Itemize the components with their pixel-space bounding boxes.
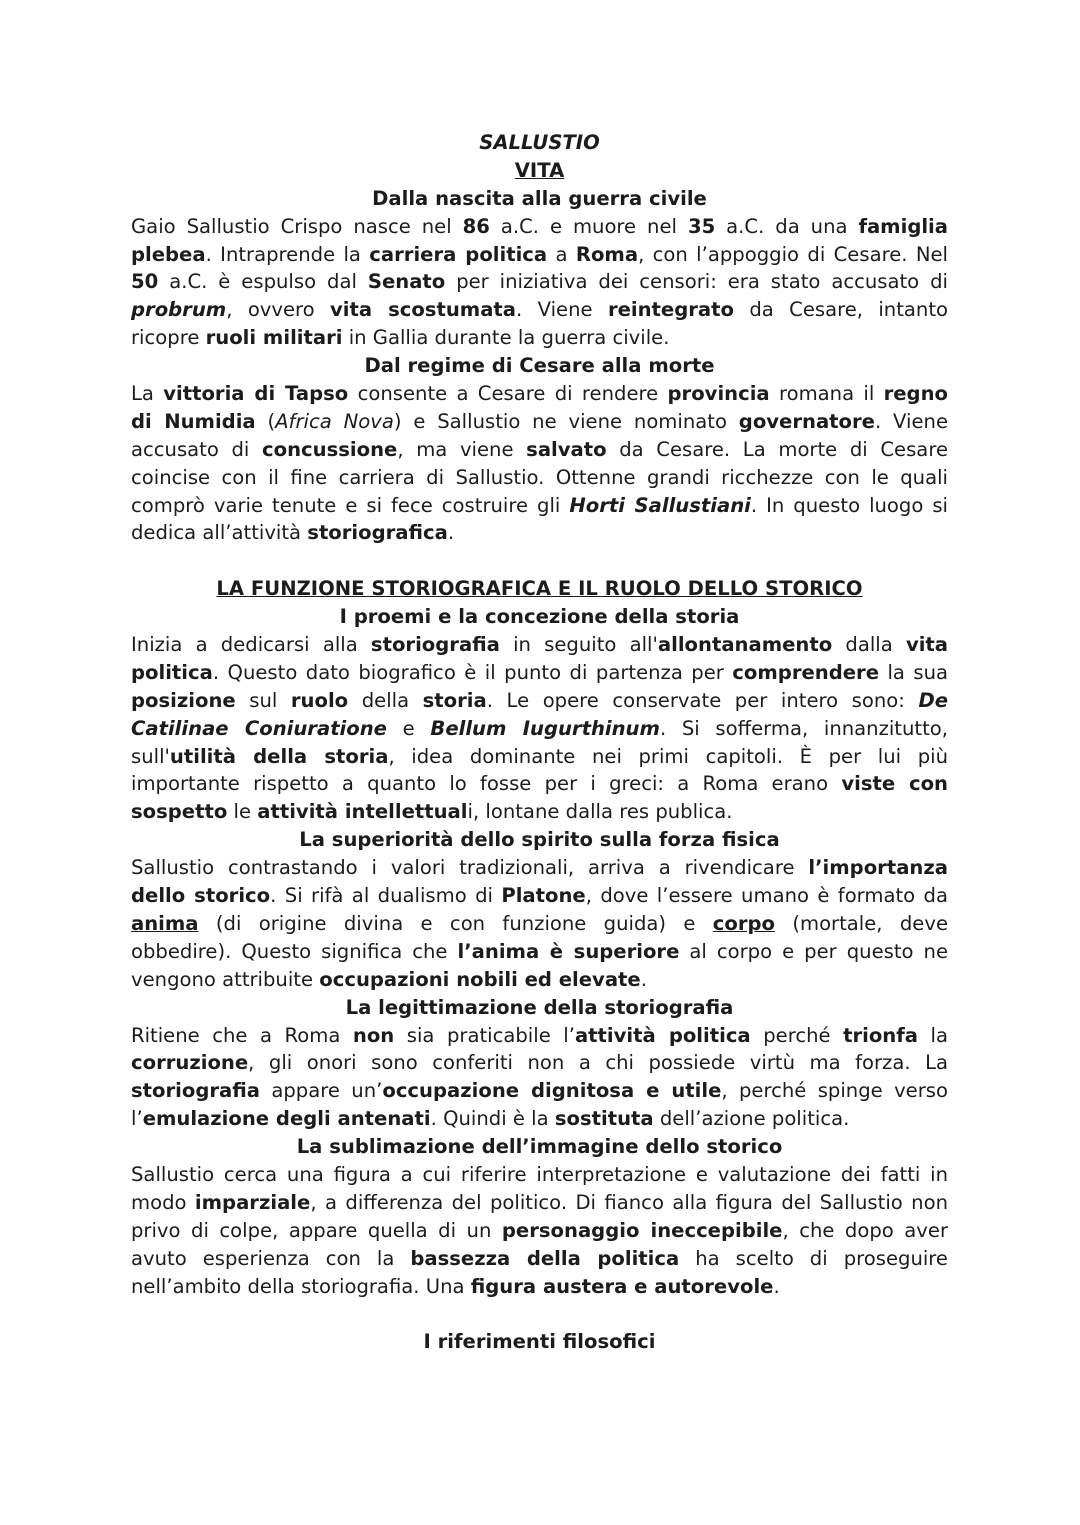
text-run: Africa Nova	[275, 409, 394, 433]
paragraph-line	[131, 938, 948, 966]
text-run: .	[640, 967, 647, 991]
paragraph-line	[131, 1022, 948, 1050]
text-run: Inizia a dedicarsi alla	[131, 633, 371, 657]
text-run: . Viene	[874, 409, 948, 433]
text-run: ruolo	[290, 688, 349, 712]
text-run: , gli onori sono conferiti non a chi possiede virtù ma forza. La	[248, 1051, 948, 1075]
subheading-riferimenti	[131, 1328, 948, 1356]
paragraph-line	[131, 1077, 948, 1105]
text-run: probrum	[131, 298, 227, 322]
text-run: occupazione dignitosa e utile	[382, 1079, 722, 1103]
text-run: attività politica	[574, 1023, 751, 1047]
text-run: . Viene	[516, 298, 608, 322]
text-run: dell’azione politica.	[653, 1107, 850, 1131]
paragraph-line	[131, 1161, 948, 1189]
text-run: obbedire). Questo significa che	[131, 939, 458, 963]
text-run: ) e Sallustio ne viene nominato	[393, 409, 739, 433]
text-run: a.C. e muore nel	[489, 214, 688, 238]
paragraph-line	[131, 659, 948, 687]
text-run: storiografia	[131, 1079, 260, 1103]
text-run: vittoria di Tapso	[163, 382, 349, 406]
text-run: . In questo luogo si	[750, 493, 948, 517]
paragraph-line	[131, 1189, 948, 1217]
text-run: storia	[422, 688, 487, 712]
text-run: dalla	[832, 633, 906, 657]
paragraph-line	[131, 966, 948, 994]
text-run: allontanamento	[657, 633, 833, 657]
text-run: personaggio ineccepibile	[501, 1218, 783, 1242]
text-run: per iniziativa dei censori: era stato accusato di	[445, 270, 948, 294]
paragraph-line	[131, 798, 948, 826]
text-run: sospetto	[131, 800, 228, 824]
text-run: (di origine divina e con funzione guida) e	[198, 911, 713, 935]
text-run: . Questo dato biografico è il punto di partenza per	[212, 660, 733, 684]
text-run: posizione	[131, 688, 236, 712]
text-run: .	[447, 521, 455, 545]
text-run: Sallustio contrastando i valori tradizionali, arriva a rivendicare	[131, 856, 809, 880]
text-run: i, lontane dalla res publica.	[467, 800, 733, 824]
text-run: sia praticabile l’	[394, 1023, 575, 1047]
text-run: sul	[235, 688, 291, 712]
paragraph-line	[131, 241, 948, 269]
text-run: coincise con il fine carriera di Sallustio. Ottenne grandi ricchezze con le quali	[131, 465, 948, 489]
text-run: 86	[462, 214, 490, 238]
text-run: privo di colpe, appare quella di un	[131, 1218, 502, 1242]
text-run: l’	[131, 1107, 143, 1131]
text-run: ruoli militari	[205, 326, 343, 350]
text-run: De	[918, 688, 948, 712]
text-run: VITA	[514, 158, 565, 182]
subheading-sublimazione	[131, 1133, 948, 1161]
text-run: in Gallia durante la guerra civile.	[342, 326, 670, 350]
section-heading-vita	[131, 157, 948, 185]
text-run: comprò varie tenute e si fece costruire gli	[131, 493, 570, 517]
text-run: politica	[131, 660, 213, 684]
text-run: vengono attribuite	[131, 967, 320, 991]
paragraph-line	[131, 519, 948, 547]
text-run: della	[348, 688, 423, 712]
paragraph-line	[131, 380, 948, 408]
text-run: Dal regime di Cesare alla morte	[364, 354, 715, 378]
text-run: dedica all’attività	[131, 521, 308, 545]
text-run: governatore	[738, 409, 875, 433]
subheading-legittimazione	[131, 994, 948, 1022]
text-run: Catilinae Coniuratione	[131, 716, 387, 740]
text-run: ha scelto di proseguire	[679, 1246, 948, 1270]
text-run: reintegrato	[607, 298, 734, 322]
text-run: , con l’appoggio di Cesare. Nel	[638, 242, 948, 266]
section-heading-funzione	[131, 575, 948, 603]
text-run: importante rispetto a quanto lo fosse per i greci: a Roma erano	[131, 772, 842, 796]
text-run: trionfa	[843, 1023, 918, 1047]
text-run: . Si sofferma, innanzitutto,	[659, 716, 948, 740]
text-run: . Si rifà al dualismo di	[270, 884, 502, 908]
text-run: dello storico	[131, 884, 271, 908]
text-run: modo	[131, 1190, 195, 1214]
text-run: l’anima è superiore	[457, 939, 680, 963]
text-run: storiografia	[370, 633, 500, 657]
text-run: La legittimazione della storiografia	[345, 995, 734, 1019]
text-run: e	[386, 716, 431, 740]
paragraph-line	[131, 687, 948, 715]
text-run: bassezza della politica	[410, 1246, 680, 1270]
subheading-superiorita	[131, 826, 948, 854]
text-run: comprendere	[732, 660, 879, 684]
text-run: 35	[687, 214, 716, 238]
paragraph-line	[131, 854, 948, 882]
text-run: da Cesare, intanto	[733, 298, 948, 322]
paragraph-line	[131, 1273, 948, 1301]
text-run: perché	[750, 1023, 844, 1047]
text-run: SALLUSTIO	[479, 131, 600, 154]
paragraph-line	[131, 213, 948, 241]
paragraph-line	[131, 1217, 948, 1245]
text-run: accusato di	[131, 437, 263, 461]
paragraph-line	[131, 492, 948, 520]
text-run: LA FUNZIONE STORIOGRAFICA E IL RUOLO DELLO STORICO	[216, 577, 863, 601]
text-run: utilità della storia	[169, 744, 389, 768]
text-run: romana il	[769, 382, 884, 406]
text-run: .	[773, 1274, 780, 1298]
text-run: La sublimazione dell’immagine dello storico	[296, 1135, 783, 1159]
text-run: in seguito all'	[499, 633, 658, 657]
text-run: corruzione	[131, 1051, 249, 1075]
text-run: . Quindi è la	[430, 1107, 555, 1131]
text-run: 50	[131, 270, 159, 294]
text-run: , ma viene	[397, 437, 527, 461]
paragraph-line	[131, 882, 948, 910]
text-run: Bellum Iugurthinum	[430, 716, 660, 740]
paragraph-line	[131, 910, 948, 938]
text-run: Ritiene che a Roma	[131, 1023, 353, 1047]
paragraph-line	[131, 770, 948, 798]
text-run: la sua	[878, 660, 948, 684]
text-run: l’importanza	[808, 856, 948, 880]
text-run: concussione	[262, 437, 398, 461]
paragraph-line	[131, 715, 948, 743]
text-run: vita scostumata	[330, 298, 517, 322]
text-run: . Le opere conservate per intero sono:	[486, 688, 919, 712]
paragraph-line	[131, 296, 948, 324]
text-run: , a differenza del politico. Di fianco alla figura del Sallustio non	[310, 1190, 948, 1214]
text-run: Sallustio cerca una figura a cui riferire interpretazione e valutazione dei fatti in	[131, 1162, 948, 1186]
text-run: consente a Cesare di rendere	[348, 382, 668, 406]
text-run: non	[352, 1023, 395, 1047]
text-run: , idea dominante nei primi capitoli. È per lui più	[388, 744, 948, 768]
text-run: Dalla nascita alla guerra civile	[372, 186, 707, 210]
text-run: sostituta	[554, 1107, 654, 1131]
text-run: regno	[883, 382, 948, 406]
text-run: ricopre	[131, 326, 206, 350]
paragraph-line	[131, 436, 948, 464]
text-run: vita	[905, 633, 949, 657]
text-run: avuto esperienza con la	[131, 1246, 411, 1270]
text-run: carriera politica	[369, 242, 548, 266]
text-run: La superiorità dello spirito sulla forza fisica	[299, 828, 780, 852]
text-run: . Intraprende la	[205, 242, 370, 266]
blank-line	[131, 1300, 948, 1328]
text-run: Platone	[501, 884, 586, 908]
text-run: la	[918, 1023, 948, 1047]
text-run: attività intellettual	[257, 800, 468, 824]
text-run: viste con	[841, 772, 948, 796]
text-run: Roma	[575, 242, 639, 266]
subheading-regime	[131, 352, 948, 380]
text-run: al corpo e per questo ne	[679, 939, 948, 963]
text-run: a.C. da una	[715, 214, 859, 238]
paragraph-line	[131, 408, 948, 436]
paragraph-line	[131, 1049, 948, 1077]
text-run: emulazione degli antenati	[142, 1107, 431, 1131]
text-run: da Cesare. La morte di Cesare	[606, 437, 948, 461]
paragraph-line	[131, 324, 948, 352]
paragraph-line	[131, 268, 948, 296]
text-run: Gaio Sallustio Crispo nasce nel	[131, 214, 463, 238]
text-run: salvato	[526, 437, 607, 461]
text-run: sull'	[131, 744, 170, 768]
text-run: imparziale	[194, 1190, 311, 1214]
text-run: figura austera e autorevole	[470, 1274, 774, 1298]
text-run: nell’ambito della storiografia. Una	[131, 1274, 471, 1298]
text-run: di Numidia	[131, 409, 256, 433]
text-run: a.C. è espulso dal	[158, 270, 368, 294]
text-run: famiglia	[858, 214, 948, 238]
text-run: , ovvero	[226, 298, 331, 322]
subheading-proemi	[131, 603, 948, 631]
text-run: I riferimenti filosofici	[423, 1330, 656, 1354]
text-run: Horti Sallustiani	[569, 493, 751, 517]
text-run: appare un’	[260, 1079, 383, 1103]
text-run: La	[131, 382, 164, 406]
text-run: , perché spinge verso	[721, 1079, 948, 1103]
text-run: anima	[131, 911, 199, 935]
blank-line	[131, 547, 948, 575]
text-run: storiografica	[307, 521, 448, 545]
paragraph-line	[131, 464, 948, 492]
text-run: (	[255, 409, 276, 433]
text-run: occupazioni nobili ed elevate	[319, 967, 641, 991]
paragraph-line	[131, 1245, 948, 1273]
paragraph-line	[131, 743, 948, 771]
text-run: corpo	[712, 911, 776, 935]
text-run: , dove l’essere umano è formato da	[585, 884, 948, 908]
text-run: I proemi e la concezione della storia	[339, 605, 740, 629]
text-run: le	[227, 800, 258, 824]
paragraph-line	[131, 631, 948, 659]
text-run: a	[547, 242, 576, 266]
text-run: plebea	[131, 242, 206, 266]
document-page	[131, 129, 948, 1356]
text-run: Senato	[367, 270, 446, 294]
subheading-nascita	[131, 185, 948, 213]
text-run: provincia	[667, 382, 770, 406]
text-run: , che dopo aver	[782, 1218, 948, 1242]
document-title	[131, 129, 948, 157]
paragraph-line	[131, 1105, 948, 1133]
text-run: (mortale, deve	[775, 911, 948, 935]
